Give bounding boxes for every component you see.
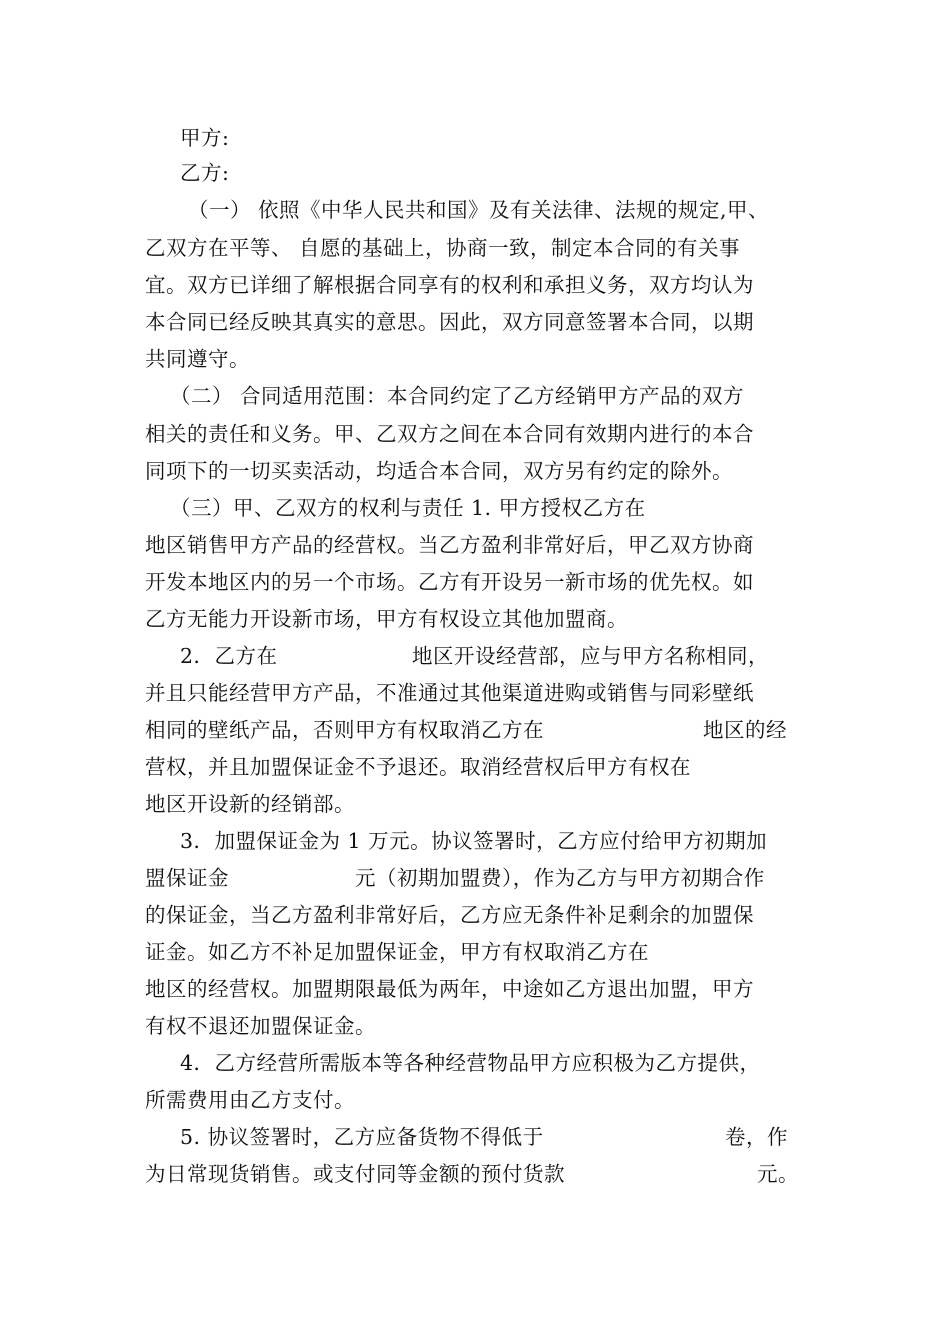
item-3-line-2-start: 盟保证金 (145, 866, 229, 890)
item-4-line-2: 所需费用由乙方支付。 (145, 1088, 355, 1112)
clause-2-line-1: （二） 合同适用范围：本合同约定了乙方经销甲方产品的双方 (170, 384, 745, 408)
item-3-line-3: 的保证金，当乙方盈利非常好后，乙方应无条件补足剩余的加盟保 (145, 903, 754, 927)
clause-3-line-3: 开发本地区内的另一个市场。乙方有开设另一新市场的优先权。如 (145, 570, 754, 594)
item-5-line-1 (180, 1120, 805, 1154)
item-3-line-2-end: 元（初期加盟费），作为乙方与甲方初期合作 (355, 866, 765, 890)
clause-2-line-3: 同项下的一切买卖活动，均适合本合同，双方另有约定的除外。 (145, 459, 733, 483)
party-b-label: 乙方: (180, 161, 230, 185)
item-2-line-3 (145, 713, 805, 747)
clause-1-line-1: （一） 依照《中华人民共和国》及有关法律、法规的规定,甲、 (188, 198, 770, 222)
item-2-line-4: 营权，并且加盟保证金不予退还。取消经营权后甲方有权在 (145, 755, 691, 779)
item-2-line-1-end: 地区开设经营部，应与甲方名称相同， (412, 644, 769, 668)
clause-3-line-1: （三）甲、乙双方的权利与责任 1. 甲方授权乙方在 (170, 496, 646, 520)
item-2-line-1 (180, 639, 805, 673)
item-5-line-1-start: 5. 协议签署时，乙方应备货物不得低于 (180, 1125, 544, 1149)
clause-1-line-3: 宜。双方已详细了解根据合同享有的权利和承担义务，双方均认为 (145, 273, 754, 297)
item-2-line-3-start: 相同的壁纸产品，否则甲方有权取消乙方在 (145, 718, 544, 742)
item-5-line-2-start: 为日常现货销售。或支付同等金额的预付货款 (145, 1162, 565, 1186)
clause-1-line-4: 本合同已经反映其真实的意思。因此，双方同意签署本合同，以期 (145, 310, 754, 334)
item-2-line-5: 地区开设新的经销部。 (145, 792, 355, 816)
item-2-line-3-end: 地区的经 (703, 718, 787, 742)
item-3-line-5: 地区的经营权。加盟期限最低为两年，中途如乙方退出加盟，甲方 (145, 977, 754, 1001)
item-5-line-2 (145, 1157, 805, 1191)
clause-1-line-5: 共同遵守。 (145, 347, 250, 371)
item-2-line-2: 并且只能经营甲方产品，不准通过其他渠道进购或销售与同彩壁纸 (145, 681, 754, 705)
clause-2-line-2: 相关的责任和义务。甲、乙双方之间在本合同有效期内进行的本合 (145, 422, 754, 446)
item-3-line-2 (145, 861, 805, 895)
item-5-line-2-end: 元。 (757, 1162, 799, 1186)
item-5-line-1-end: 卷，作 (725, 1125, 788, 1149)
party-a-label: 甲方: (180, 126, 230, 150)
item-4-line-1: 4．乙方经营所需版本等各种经营物品甲方应积极为乙方提供， (180, 1051, 761, 1075)
clause-3-line-4: 乙方无能力开设新市场，甲方有权设立其他加盟商。 (145, 607, 628, 631)
clause-1-line-2: 乙双方在平等、 自愿的基础上，协商一致，制定本合同的有关事 (145, 236, 741, 260)
item-3-line-1: 3．加盟保证金为 1 万元。协议签署时，乙方应付给甲方初期加 (180, 829, 768, 853)
item-2-line-1-start: 2．乙方在 (180, 644, 278, 668)
clause-3-line-2: 地区销售甲方产品的经营权。当乙方盈利非常好后，甲乙双方协商 (145, 533, 754, 557)
item-3-line-4: 证金。如乙方不补足加盟保证金，甲方有权取消乙方在 (145, 940, 649, 964)
item-3-line-6: 有权不退还加盟保证金。 (145, 1014, 376, 1038)
